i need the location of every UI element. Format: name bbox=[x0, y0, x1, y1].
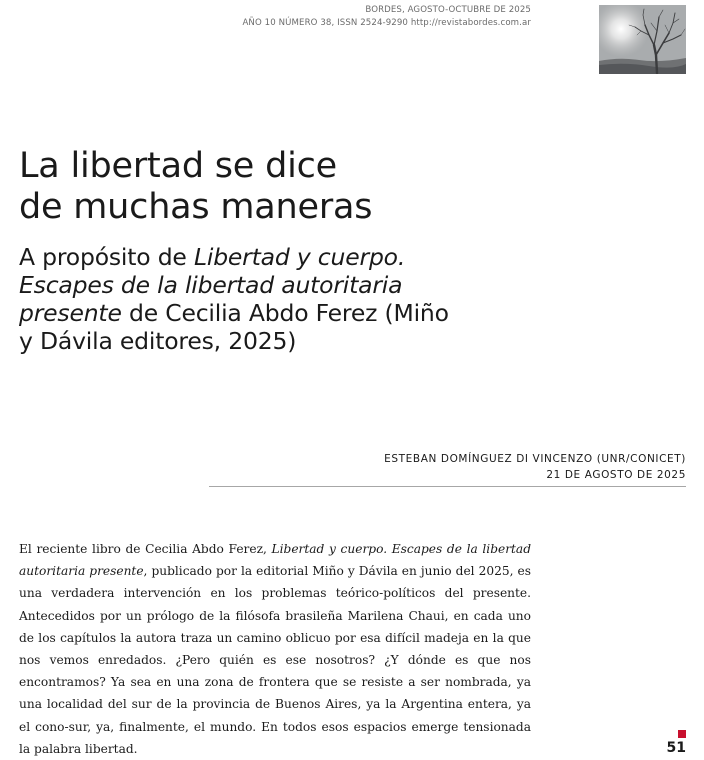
subtitle-suffix: de Cecilia Abdo Ferez (Miño y Dávila editores, 2025) bbox=[19, 299, 449, 355]
article-author: ESTEBAN DOMÍNGUEZ DI VINCENZO (UNR/CONICET) bbox=[384, 453, 686, 465]
journal-issue-date: BORDES, AGOSTO-OCTUBRE DE 2025 bbox=[365, 5, 531, 15]
journal-issue-info: AÑO 10 NÚMERO 38, ISSN 2524-9290 http://revistabordes.com.ar bbox=[242, 18, 531, 28]
byline-divider bbox=[209, 486, 686, 487]
article-title-line-1: La libertad se dice bbox=[19, 146, 337, 186]
article-subtitle bbox=[19, 243, 459, 355]
article-date: 21 DE AGOSTO DE 2025 bbox=[546, 468, 686, 481]
body-rest: , publicado por la editorial Miño y Dávila en junio del 2025, es una verdadera intervención en los problemas teórico-políticos del presente. Antecedidos por un prólogo de la filósofa brasileña Marilena Chaui, en cada uno de los capítulos la autora traza un camino oblicuo por esa difícil madeja en la que nos vemos enredados. ¿Pero quién es ese nosotros? ¿Y dónde es que nos encontramos? Ya sea en una zona de frontera que se resiste a ser nombrada, ya una localidad del sur de la provincia de Buenos Aires, ya la Argentina entera, ya el cono-sur, ya, finalmente, el mundo. En todos esos espacios emerge tensionada la palabra libertad. bbox=[19, 564, 532, 756]
article-title bbox=[19, 146, 372, 228]
body-intro: El reciente libro de Cecilia Abdo Ferez, bbox=[19, 542, 272, 556]
winter-tree-photo-icon bbox=[599, 5, 686, 74]
subtitle-book-title: Libertad y cuerpo. Escapes de la libertad autoritaria presente bbox=[19, 243, 406, 327]
page-number: 51 bbox=[666, 740, 686, 756]
journal-header bbox=[242, 4, 531, 30]
article-title-line-2: de muchas maneras bbox=[19, 187, 373, 227]
article-body-paragraph bbox=[19, 538, 531, 760]
body-book-title: Libertad y cuerpo. Escapes de la libertad autoritaria presente bbox=[19, 542, 531, 579]
article-byline bbox=[384, 452, 686, 483]
page-marker-square bbox=[678, 730, 686, 738]
subtitle-prefix: A propósito de bbox=[19, 243, 194, 271]
